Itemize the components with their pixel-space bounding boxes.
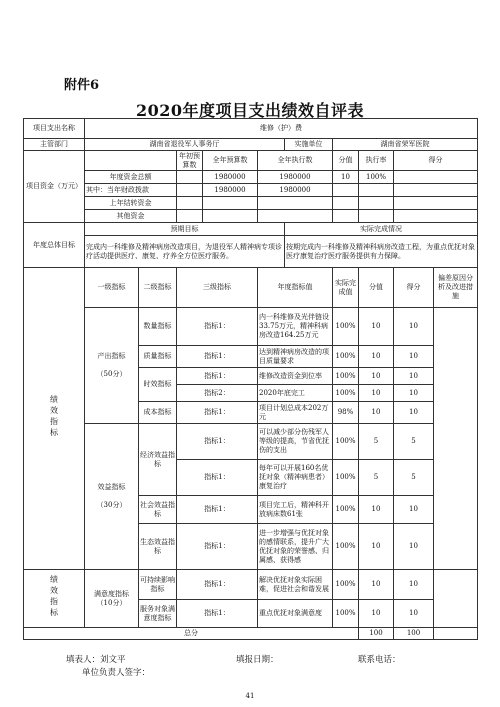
empty-cell: [203, 197, 258, 210]
indicator-actual: 100%: [333, 570, 359, 600]
perf-header-level1: 一级指标: [85, 268, 139, 308]
impl-value: 湖南省荣军医院: [333, 139, 478, 151]
leader-signature-label: 单位负责人签字：: [82, 668, 151, 678]
empty-cell: [394, 210, 478, 223]
time-indicator: 时效指标: [139, 368, 177, 402]
perf-header-level2: 二级指标: [139, 268, 177, 308]
indicator-score: 10: [394, 346, 434, 368]
sustainable-indicator: 可持续影响指标: [139, 570, 177, 600]
third-indicator: 指标1：: [177, 368, 258, 385]
funds-initial: [177, 184, 203, 197]
indicator-actual: 100%: [333, 496, 359, 524]
empty-cell: [359, 184, 394, 197]
funds-executed: 1980000: [258, 171, 333, 184]
economic-indicator: 经济效益指标: [139, 424, 177, 496]
indicator-target: 每年可以开展160名优抚对象（精神病患者）康复治疗: [258, 460, 333, 496]
funds-label: 项目资金（万元）: [24, 151, 85, 223]
indicator-score: 5: [394, 460, 434, 496]
indicator-target: 进一步增强与优抚对象的感情联系，提升广大优抚对象的荣誉感、归属感、获得感: [258, 524, 333, 570]
funds-row-name: 其他资金: [85, 210, 177, 223]
funds-rate: 100%: [359, 171, 394, 184]
satisfaction-indicator: 满意度指标 （10分）: [85, 570, 139, 628]
empty-cell: [394, 184, 478, 197]
indicator-value: 5: [359, 460, 394, 496]
third-indicator: 指标1：: [177, 600, 258, 628]
goals-expected: 完成内一科维修及精神病房改造项目，为退役军人精神病专项诊疗活动提供医疗、康复、疗养全方位医疗服务。: [85, 236, 285, 268]
indicator-score: 5: [394, 424, 434, 460]
service-indicator: 服务对象满意度指标: [139, 600, 177, 628]
filler-label: 填表人：刘文平: [66, 655, 126, 665]
funds-full-budget: 1980000: [203, 184, 258, 197]
total-value: 100: [359, 628, 394, 640]
funds-executed: 1980000: [258, 184, 333, 197]
indicator-score: 10: [394, 385, 434, 402]
indicator-score: 10: [394, 368, 434, 385]
perf-header-value: 分值: [359, 268, 394, 308]
indicator-score: 10: [394, 308, 434, 346]
indicator-score: 10: [394, 402, 434, 424]
indicator-target: 达到精神病房改造的项目质量要求: [258, 346, 333, 368]
ecological-indicator: 生态效益指标: [139, 524, 177, 570]
indicator-value: 10: [359, 402, 394, 424]
third-indicator: 指标1：: [177, 570, 258, 600]
effect-indicator: 效益指标 （30分）: [85, 424, 139, 570]
indicator-value: 10: [359, 496, 394, 524]
output-indicator: 产出指标 （50分）: [85, 308, 139, 424]
indicator-actual: 100%: [333, 460, 359, 496]
indicator-value: 10: [359, 570, 394, 600]
dept-value: 湖南省退役军人事务厅: [85, 139, 285, 151]
indicator-score: 10: [394, 496, 434, 524]
goals-expected-header: 预期目标: [85, 223, 285, 236]
third-indicator: 指标1：: [177, 496, 258, 524]
third-indicator: 指标1：: [177, 460, 258, 496]
funds-row-name: 其中：当年财政拨款: [85, 184, 177, 197]
empty-cell: [434, 628, 478, 640]
perf2-label: 绩效指标: [24, 570, 85, 628]
empty-cell: [258, 197, 333, 210]
funds-header-blank: [85, 151, 177, 171]
funds-header-rate: 执行率: [359, 151, 394, 171]
goals-actual: 按期完成内一科维修及精神科病房改造工程，为重点优抚对象医疗康复治疗医疗服务提供有力保障。: [285, 236, 478, 268]
deviation-cell: [434, 308, 478, 570]
total-score: 100: [394, 628, 434, 640]
third-indicator: 指标1：: [177, 424, 258, 460]
funds-header-value: 分值: [333, 151, 359, 171]
empty-cell: [333, 210, 359, 223]
page-number: 41: [245, 692, 255, 700]
project-label: 项目支出名称: [24, 119, 85, 139]
funds-header-full: 全年预算数: [203, 151, 258, 171]
indicator-target: 解决优抚对象实际困难，促进社会和谐发展: [258, 570, 333, 600]
indicator-target: 项目完工后，精神科开放病床数61张: [258, 496, 333, 524]
indicator-value: 10: [359, 346, 394, 368]
total-label: 总分: [24, 628, 359, 640]
perf-header-score: 得分: [394, 268, 434, 308]
empty-cell: [333, 197, 359, 210]
funds-full-budget: 1980000: [203, 171, 258, 184]
empty-cell: [203, 210, 258, 223]
empty-cell: [177, 197, 203, 210]
indicator-value: 10: [359, 308, 394, 346]
indicator-actual: 100%: [333, 385, 359, 402]
perf-header-deviation: 偏差原因分析及改进措施: [434, 268, 478, 308]
indicator-target: 内一科维修及光伴链设33.75万元，精神科病房改造164.25万元: [258, 308, 333, 346]
funds-header-score: 得分: [394, 151, 478, 171]
attachment-label: 附件6: [64, 78, 100, 93]
quality-indicator: 质量指标: [139, 346, 177, 368]
indicator-actual: 100%: [333, 424, 359, 460]
third-indicator: 指标1：: [177, 308, 258, 346]
indicator-target: 可以减少部分伤残军人等级的提高，节省优抚伤的支出: [258, 424, 333, 460]
indicator-actual: 100%: [333, 368, 359, 385]
dept-label: 主管部门: [24, 139, 85, 151]
funds-score-value: 10: [333, 171, 359, 184]
goals-actual-header: 实际完成情况: [285, 223, 478, 236]
funds-score: [394, 171, 478, 184]
indicator-target: 项目计划总成本202万元: [258, 402, 333, 424]
indicator-actual: 100%: [333, 308, 359, 346]
indicator-target: 维修改造资金到位率: [258, 368, 333, 385]
third-indicator: 指标1：: [177, 524, 258, 570]
perf-header-target: 年度指标值: [258, 268, 333, 308]
funds-initial: [177, 171, 203, 184]
third-indicator: 指标1：: [177, 346, 258, 368]
empty-cell: [359, 210, 394, 223]
empty-cell: [333, 184, 359, 197]
goals-label: 年度总体目标: [24, 223, 85, 268]
deviation-cell: [434, 570, 478, 628]
empty-cell: [258, 210, 333, 223]
empty-cell: [359, 197, 394, 210]
indicator-value: 10: [359, 368, 394, 385]
perf-header-actual: 实际完成值: [333, 268, 359, 308]
quantity-indicator: 数量指标: [139, 308, 177, 346]
social-indicator: 社会效益指标: [139, 496, 177, 524]
perf-label: 绩效指标: [24, 268, 85, 570]
indicator-actual: 100%: [333, 346, 359, 368]
indicator-score: 10: [394, 600, 434, 628]
funds-row-name: 年度资金总额: [85, 171, 177, 184]
indicator-actual: 98%: [333, 402, 359, 424]
indicator-actual: 100%: [333, 600, 359, 628]
funds-row-name: 上年结转资金: [85, 197, 177, 210]
form-title: 2020年度项目支出绩效自评表: [135, 101, 365, 120]
empty-cell: [177, 210, 203, 223]
indicator-value: 10: [359, 524, 394, 570]
perf-header-level3: 三级指标: [177, 268, 258, 308]
indicator-target: 2020年底完工: [258, 385, 333, 402]
cost-indicator: 成本指标: [139, 402, 177, 424]
indicator-score: 10: [394, 524, 434, 570]
funds-header-executed: 全年执行数: [258, 151, 333, 171]
project-value: 维修（护）费: [85, 119, 478, 139]
third-indicator: 指标1：: [177, 402, 258, 424]
indicator-value: 10: [359, 385, 394, 402]
indicator-score: 10: [394, 570, 434, 600]
third-indicator: 指标2：: [177, 385, 258, 402]
performance-table: [23, 118, 478, 640]
date-label: 填报日期：: [236, 655, 279, 665]
indicator-value: 5: [359, 424, 394, 460]
indicator-value: 10: [359, 600, 394, 628]
indicator-target: 重点优抚对象满意度: [258, 600, 333, 628]
funds-header-initial: 年初预算数: [177, 151, 203, 171]
impl-label: 实施单位: [285, 139, 333, 151]
indicator-actual: 100%: [333, 524, 359, 570]
empty-cell: [394, 197, 478, 210]
phone-label: 联系电话：: [358, 655, 401, 665]
